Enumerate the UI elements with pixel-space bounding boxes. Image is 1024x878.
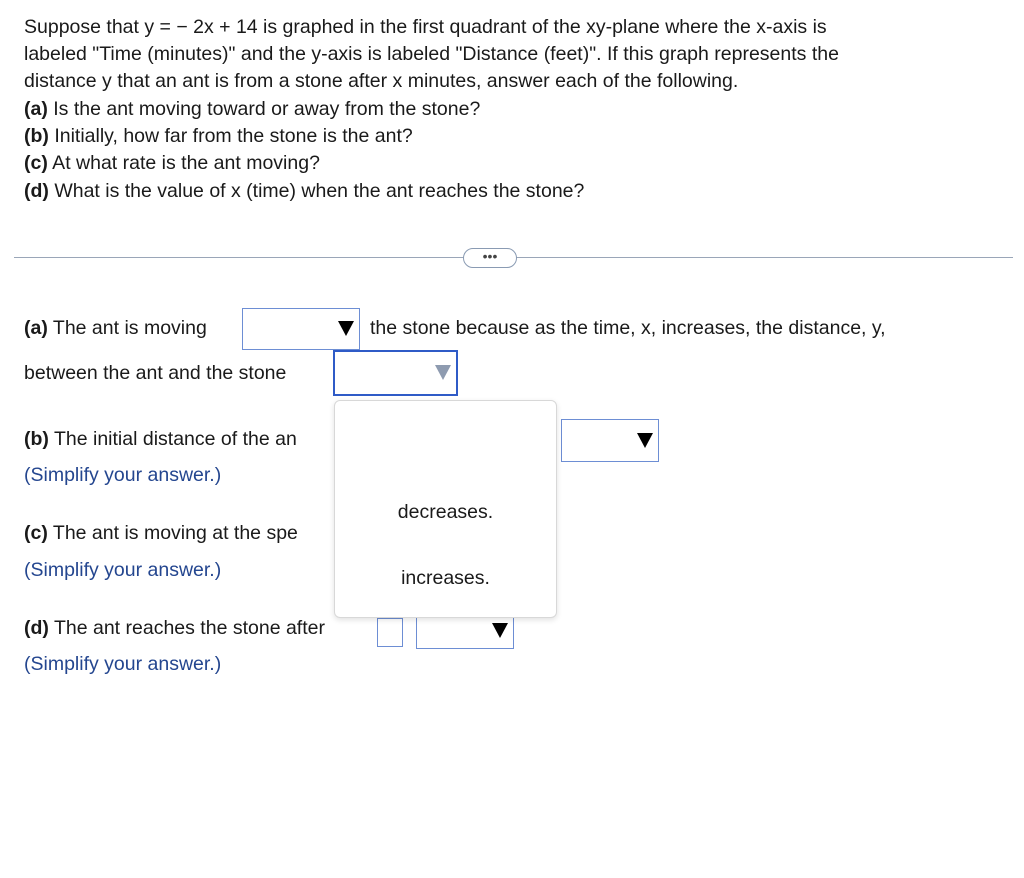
answer-d-time-input[interactable] [377,618,403,647]
answer-b-hint: (Simplify your answer.) [24,464,222,486]
question-part-d: (d) What is the value of x (time) when the ant reaches the stone? [24,180,585,202]
dropdown-arrow-icon [637,433,653,448]
question-part-b: (b) Initially, how far from the stone is the ant? [24,125,413,147]
dropdown-arrow-icon [492,623,508,638]
option-increases[interactable]: increases. [401,567,490,589]
question-intro-line-1: Suppose that y = − 2x + 14 is graphed in the first quadrant of the xy-plane where the x-axis is [24,16,827,38]
question-intro-line-2: labeled "Time (minutes)" and the y-axis is labeled "Distance (feet)". If this graph represents the [24,43,839,65]
show-more-button[interactable]: ••• [463,248,517,268]
answer-a-line-2: between the ant and the stone [24,362,287,384]
dropdown-options-popup [334,400,557,618]
answer-a-change-dropdown[interactable] [333,350,458,396]
question-part-c: (c) At what rate is the ant moving? [24,152,320,174]
answer-b-unit-dropdown[interactable] [561,419,659,462]
answer-c-text: (c) The ant is moving at the spe [24,522,298,544]
answer-a-direction-dropdown[interactable] [242,308,360,350]
answer-c-hint: (Simplify your answer.) [24,559,222,581]
answer-d-text: (d) The ant reaches the stone after [24,617,325,639]
answer-d-hint: (Simplify your answer.) [24,653,222,675]
answer-a-suffix: the stone because as the time, x, increases, the distance, y, [370,317,886,339]
option-decreases[interactable]: decreases. [397,501,494,523]
question-intro-line-3: distance y that an ant is from a stone after x minutes, answer each of the following. [24,70,739,92]
dropdown-arrow-icon [338,321,354,336]
question-part-a: (a) Is the ant moving toward or away from the stone? [24,98,481,120]
answer-a-prefix: (a) The ant is moving [24,317,207,339]
dropdown-arrow-icon [435,365,451,380]
answer-b-text: (b) The initial distance of the an [24,428,297,450]
